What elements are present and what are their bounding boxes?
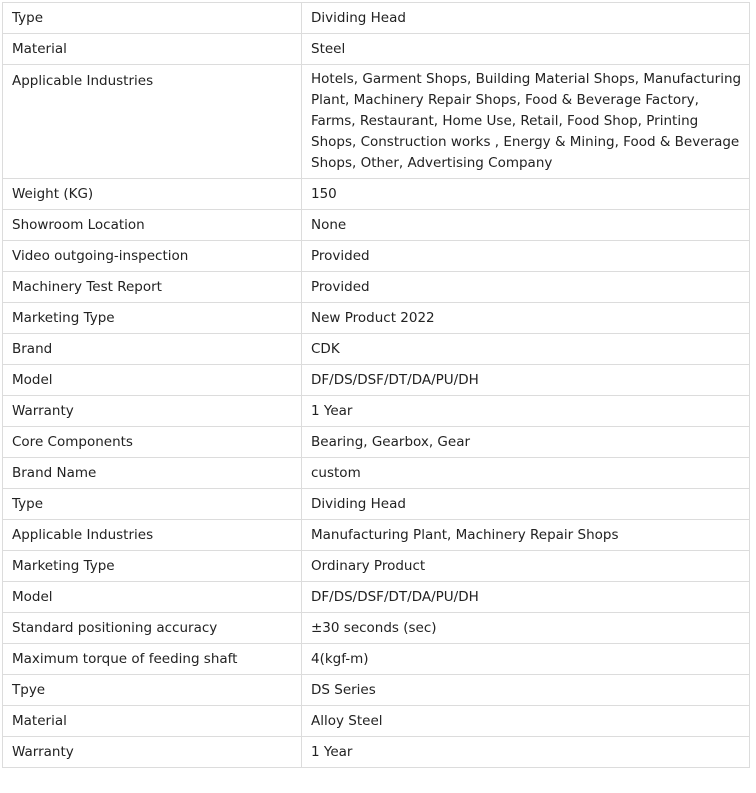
table-row bbox=[3, 551, 750, 582]
table-row bbox=[3, 644, 750, 675]
table-row bbox=[3, 303, 750, 334]
spec-value: 150 bbox=[302, 179, 750, 210]
spec-value: 1 Year bbox=[302, 396, 750, 427]
spec-value: Alloy Steel bbox=[302, 706, 750, 737]
table-row bbox=[3, 582, 750, 613]
spec-value: 1 Year bbox=[302, 737, 750, 768]
spec-value: CDK bbox=[302, 334, 750, 365]
table-row bbox=[3, 706, 750, 737]
spec-value: 4(kgf-m) bbox=[302, 644, 750, 675]
table-row bbox=[3, 334, 750, 365]
spec-label: Type bbox=[3, 489, 302, 520]
table-row bbox=[3, 396, 750, 427]
spec-value: New Product 2022 bbox=[302, 303, 750, 334]
table-row bbox=[3, 179, 750, 210]
table-row bbox=[3, 675, 750, 706]
spec-label: Marketing Type bbox=[3, 303, 302, 334]
table-row bbox=[3, 489, 750, 520]
specification-table-body bbox=[3, 3, 750, 768]
table-row bbox=[3, 427, 750, 458]
spec-label: Core Components bbox=[3, 427, 302, 458]
spec-value: Manufacturing Plant, Machinery Repair Shops bbox=[302, 520, 750, 551]
spec-label: Weight (KG) bbox=[3, 179, 302, 210]
table-row bbox=[3, 34, 750, 65]
spec-label: Tpye bbox=[3, 675, 302, 706]
spec-value: Provided bbox=[302, 272, 750, 303]
spec-value: Provided bbox=[302, 241, 750, 272]
table-row bbox=[3, 65, 750, 179]
spec-label: Applicable Industries bbox=[3, 65, 302, 179]
spec-value: Dividing Head bbox=[302, 489, 750, 520]
table-row bbox=[3, 613, 750, 644]
spec-label: Brand Name bbox=[3, 458, 302, 489]
spec-value: Bearing, Gearbox, Gear bbox=[302, 427, 750, 458]
spec-label: Model bbox=[3, 365, 302, 396]
specification-table bbox=[2, 2, 750, 768]
spec-value: DS Series bbox=[302, 675, 750, 706]
spec-value: None bbox=[302, 210, 750, 241]
spec-value: DF/DS/DSF/DT/DA/PU/DH bbox=[302, 582, 750, 613]
spec-value: Hotels, Garment Shops, Building Material Shops, Manufacturing Plant, Machinery Repair Shops, Food & Beverage Factory, Farms, Restaurant, Home Use, Retail, Food Shop, Printing Shops, Construction works , Energy & Mining, Food & Beverage Shops, Other, Advertising Company bbox=[302, 65, 750, 179]
spec-label: Video outgoing-inspection bbox=[3, 241, 302, 272]
spec-label: Material bbox=[3, 34, 302, 65]
spec-label: Applicable Industries bbox=[3, 520, 302, 551]
table-row bbox=[3, 365, 750, 396]
spec-value: Dividing Head bbox=[302, 3, 750, 34]
table-row bbox=[3, 3, 750, 34]
spec-label: Warranty bbox=[3, 396, 302, 427]
spec-label: Model bbox=[3, 582, 302, 613]
spec-label: Showroom Location bbox=[3, 210, 302, 241]
table-row bbox=[3, 272, 750, 303]
spec-value: ±30 seconds (sec) bbox=[302, 613, 750, 644]
spec-label: Maximum torque of feeding shaft bbox=[3, 644, 302, 675]
spec-value: DF/DS/DSF/DT/DA/PU/DH bbox=[302, 365, 750, 396]
spec-label: Type bbox=[3, 3, 302, 34]
spec-label: Standard positioning accuracy bbox=[3, 613, 302, 644]
spec-value: Ordinary Product bbox=[302, 551, 750, 582]
table-row bbox=[3, 458, 750, 489]
table-row bbox=[3, 210, 750, 241]
spec-value: custom bbox=[302, 458, 750, 489]
table-row bbox=[3, 241, 750, 272]
spec-label: Machinery Test Report bbox=[3, 272, 302, 303]
spec-label: Warranty bbox=[3, 737, 302, 768]
spec-value: Steel bbox=[302, 34, 750, 65]
table-row bbox=[3, 520, 750, 551]
spec-label: Brand bbox=[3, 334, 302, 365]
spec-label: Marketing Type bbox=[3, 551, 302, 582]
spec-label: Material bbox=[3, 706, 302, 737]
table-row bbox=[3, 737, 750, 768]
